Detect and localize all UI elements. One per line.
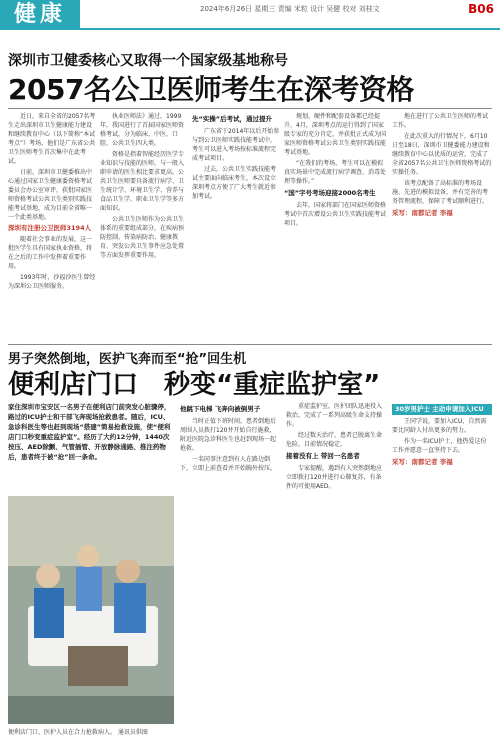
story1-column-1 <box>8 112 96 344</box>
story1-col4-p3: 去年，国家将部门在国家医师资格考试中首次增设公共卫生实践技能考试项目。 <box>284 202 387 227</box>
story2-column-3 <box>286 402 386 732</box>
story2-col3-p1: 重症监护室，医护团队迅速投入救治，完成了一系列高级生命支持操作。 <box>286 403 383 428</box>
story1-col4-subhead: “国”字号考场迎接2000名考生 <box>284 189 376 197</box>
story1-column-3 <box>192 112 280 344</box>
story2-col4-p2: 作为一名ICU护士，他热爱这份工作并愿意一直坚持下去。 <box>392 438 487 454</box>
rescue-scene-illustration <box>8 496 174 724</box>
story2-lead: 家住深圳市宝安区一名男子在便利店门前突发心脏骤停，路过的ICU护士和干部飞奔现场抢救患者。随后，ICU、急诊科医生等也赶到现场“搭建”简易抢救设施，使“便利店门口秒变重症监护室”。经历了大约12分钟，1440次按压、AED除颤、气管插管、开放静脉通路、推注药物后，患者终于被“抢”回一条命。 <box>8 403 171 461</box>
story1-kicker: 深圳市卫健委核心又取得一个国家级基地称号 <box>8 53 288 69</box>
story1-col4-p1: 规划，硬件和配套设备都已经提升，4月，深圳考点的运行得到了国家级专家的充分肯定，并获批正式成为国家医师资格考试公共卫生类别实践技能考试基地。 <box>284 113 387 156</box>
story1-col1-p4: 1993年时，沙福沙医生曾经为深圳公卫医师服务。 <box>8 274 96 290</box>
story1-col3-p2: 过去，公共卫生实践技能考试主要面向临床考生，本次设立深圳考点方便了广大考生就近参加考试。 <box>192 166 277 200</box>
story-separator <box>8 344 492 345</box>
story1-col5-p2: 在此次重大的行情况下，6月10日至18日，深圳市卫健委能力建设和继续教育中心以优质的运营，完成了全省2057名公共卫生医师资格考试的实操任务。 <box>392 133 492 176</box>
story2-col2-p1: 当时正值下班时间，患者倒地后周围人员拨打120并开始自行施救，附近医院急诊科医生也赶到现场一起抢救。 <box>180 418 277 452</box>
story1-byline: 采写：南都记者 李福 <box>392 209 453 217</box>
issue-meta: 2024年6月26日 星期三 责编 米粒 设计 吴健 校对 刘桂文 <box>200 5 380 13</box>
story1-col2-p1: 执业医师法》通过，1999年，我国进行了首届国家医师资格考试，分为临床、中医、口腔、公共卫生四大类。 <box>100 113 185 147</box>
story1-divider <box>8 108 492 109</box>
story1-col2-p3: 公共卫生医师作为公共卫生体系的重要组成部分，在疾病预防控制、传染病防治、健康教育、突发公共卫生事件应急处置等方面发挥重要作用。 <box>100 216 185 259</box>
story2-col4-p1: 王同学说，要加入ICU，自然需要比同龄人付出更多的努力。 <box>392 418 487 434</box>
story2-column-4 <box>392 402 492 732</box>
story1-column-4 <box>284 112 388 344</box>
page-number: B06 <box>468 2 494 16</box>
photo-caption: 便利店门口，医护人员在合力抢救病人。 通讯员供图 <box>8 729 148 736</box>
story1-col2-p2: 资格是指着智能经历医学专业知识与技能的医师，与一般入职申请的医生相比要求更高。公共卫生医师要具备流行病学、卫生统计学、环境卫生学、营养与食品卫生学、职业卫生学等多方面知识。 <box>100 151 185 212</box>
story2-col3-subhead: 接着没有上 带回一名患者 <box>286 452 360 460</box>
story2-col4-subhead: 30岁男护士 主动申请加入ICU <box>392 404 492 415</box>
story1-col1-subhead: 深圳有注册公卫医师3194人 <box>8 224 92 232</box>
story1-column-5 <box>392 112 492 344</box>
story1-col5-p3: 该考点配备了高标准的考场设施、先进的模拟设备，并有完善的考务管理流程，保障了考试顺利进行。 <box>392 180 489 205</box>
story1-col1-p1: 近日，来自全省的2057名考生走出深圳市卫生健康能力建设和继续教育中心（以下简称“本试考点”）考场，他们是广东省公共卫生医师考生首次集中在此考试。 <box>8 113 96 165</box>
story1-col3-p1: 广东省于2014年以后开始参与到公卫医师实践技能考试中，考生可以进入考场按标准流程完成考试项目。 <box>192 128 280 162</box>
story2-col3-p2: 经过数天治疗，患者已脱离生命危险，目前情况稳定。 <box>286 432 383 448</box>
header-rule <box>80 28 500 30</box>
story2-col2-subhead: 他跳下电梯 飞奔向被倒男子 <box>180 405 261 413</box>
story2-col3-p3: 专家提醒，遇到有人突然倒地应立即拨打120并进行心肺复苏，有条件的可使用AED。 <box>286 465 383 490</box>
story1-headline: 2057名公卫医师考生在深考资格 <box>8 73 414 106</box>
page-header <box>0 0 500 30</box>
story2-kicker: 男子突然倒地，医护飞奔而至“抢”回生机 <box>8 352 247 367</box>
story2-byline: 采写：南都记者 李福 <box>392 458 453 466</box>
story1-col5-p1: 地在进行了公共卫生医师的考试工作。 <box>392 113 489 129</box>
section-title: 健康 <box>0 0 80 30</box>
story2-headline: 便利店门口 秒变“重症监护室” <box>8 370 381 400</box>
story1-column-2 <box>100 112 188 344</box>
story1-col1-p2: 日前，深圳市卫健委推出中心通过国家卫生健康委资格考试委员会办公室审评，获批国家医师资格考试公共卫生类别实践技能考试基地，成为目前全省唯一一个此类基地。 <box>8 169 93 221</box>
rescue-photo <box>8 496 174 724</box>
story2-col2-p2: 一名同事注意到有人在路边倒下，立即上前查看并开始胸外按压。 <box>180 456 277 472</box>
story1-col4-p2: “在我们的考场，考生可以在模拟真实场景中完成流行病学调查、消毒处理等操作。” <box>284 160 387 185</box>
story1-col1-p3: 随着社会事业的发展，这一批医学生具有国家执业资格，将在之后的工作中发挥着重要作用。 <box>8 236 93 270</box>
story2-column-2 <box>180 402 280 732</box>
story1-col3-subhead: 先“实操”后考试，通过提升 <box>192 115 273 123</box>
